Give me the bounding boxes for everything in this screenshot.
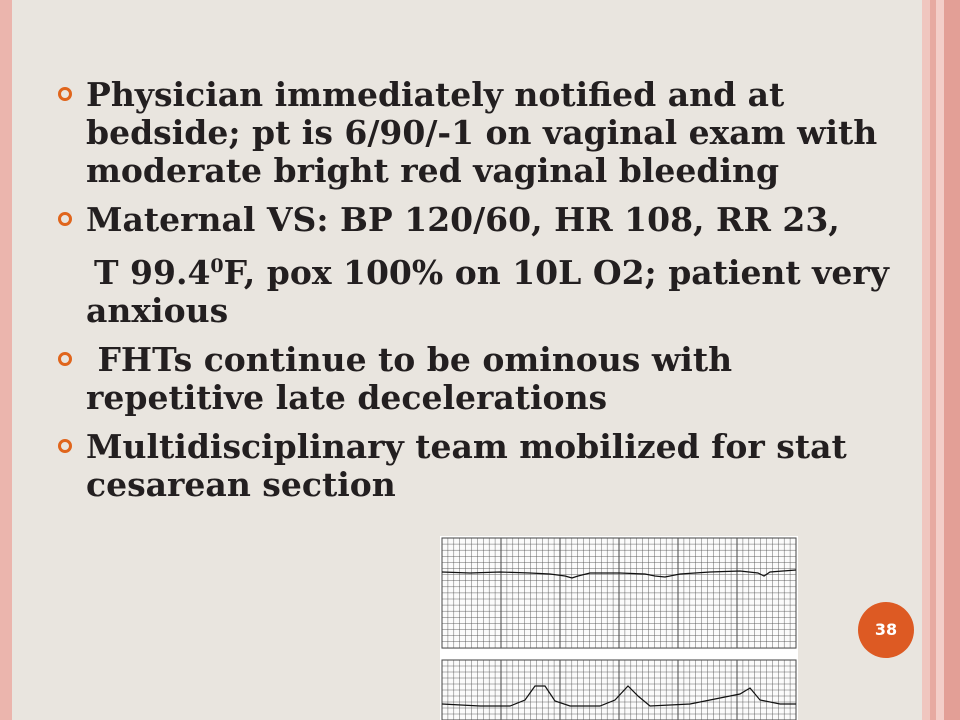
bullet-item-fhts [50,341,910,417]
bullet-text: Physician immediately notified and at bedside; pt is 6/90/-1 on vaginal exam with moderate bright red vaginal bleeding [86,75,878,190]
uterine-activity-panel [442,660,796,720]
right-border-decoration [922,0,960,720]
left-border-decoration [0,0,12,720]
bullet-text: Maternal VS: BP 120/60, HR 108, RR 23, [86,200,840,239]
bullet-ring-icon [58,212,72,226]
bullet-text: FHTs continue to be ominous with repetitive late decelerations [86,340,744,417]
vs-temp-sup: 0 [210,255,224,277]
vs-temp-suffix: F, pox 100% on 10L O2; patient very anxious [86,253,889,330]
vs-temp-prefix: T 99.4 [94,253,211,292]
bullet-item-physician [50,76,910,190]
bullet-text: Multidisciplinary team mobilized for stat cesarean section [86,427,847,504]
bullet-item-team [50,428,910,504]
page-number-badge: 38 [858,602,914,658]
fetal-monitor-strip-image [440,536,798,720]
bullet-continuation [50,247,910,330]
bullet-ring-icon [58,87,72,101]
bullet-ring-icon [58,352,72,366]
bullet-item-maternal-vs [50,201,910,239]
bullet-list [50,76,910,515]
bullet-ring-icon [58,439,72,453]
fhr-panel [442,538,796,648]
